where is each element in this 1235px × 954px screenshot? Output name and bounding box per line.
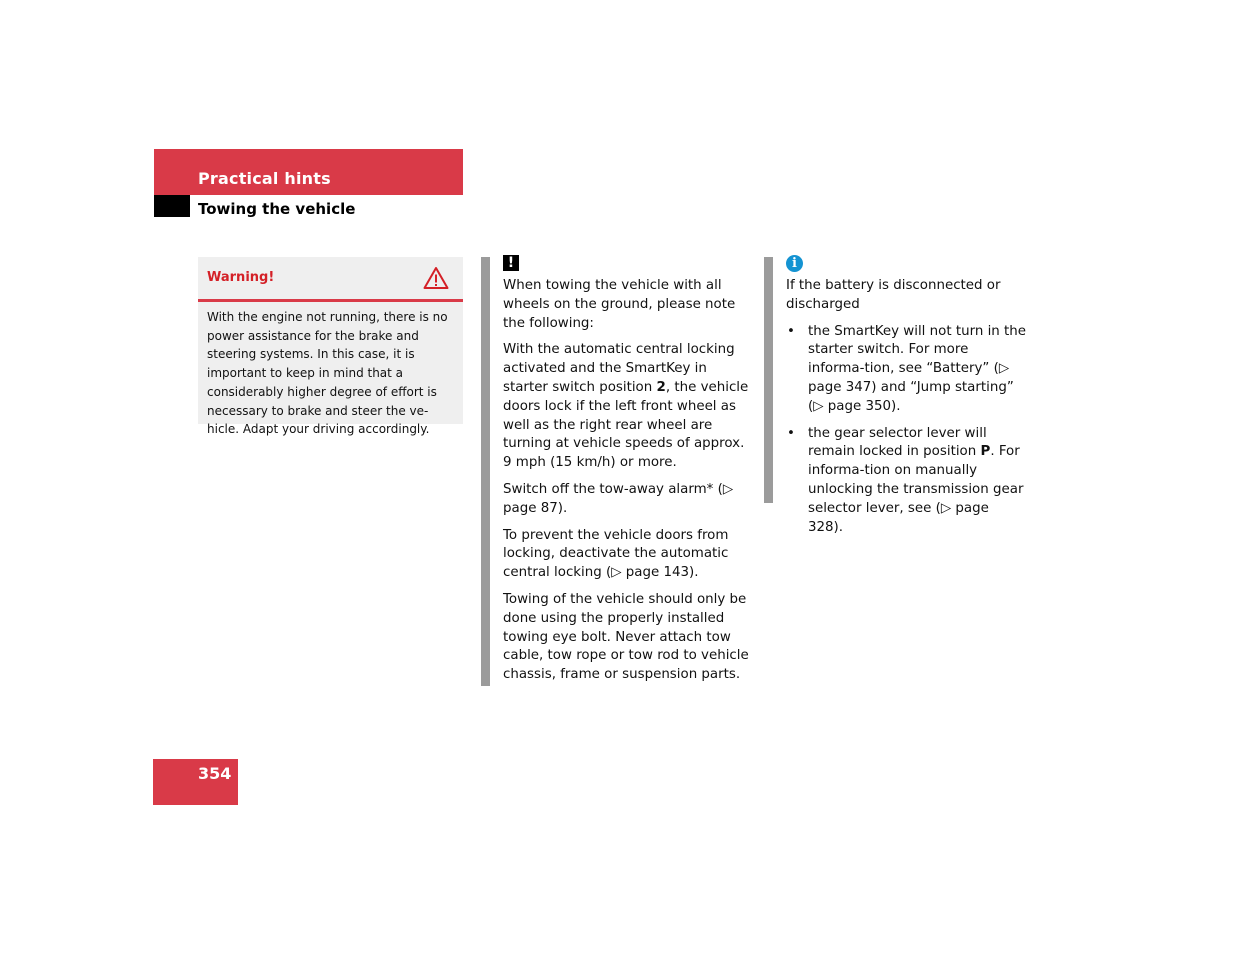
caution-paragraph-locking: With the automatic central locking activated and the SmartKey in starter switch position 2, the vehicle doors lock if the left front wheel as well as the right rear wheel are turning at vehicle speeds of approx. 9 mph (15 km/h) or more.	[503, 342, 749, 471]
warning-box	[198, 257, 463, 437]
section-title: Practical hints	[198, 169, 331, 188]
caution-paragraph: Switch off the tow-away alarm* (▷ page 87).	[503, 481, 734, 516]
caution-column	[503, 255, 749, 693]
info-icon: i	[786, 255, 803, 272]
subsection-title: Towing the vehicle	[198, 200, 356, 218]
warning-text: With the engine not running, there is no power assistance for the brake and steering systems. In this case, it is important to keep in mind that a considerably higher degree of effort is necessary to brake and steer the ve-hicle. Adapt your driving accordingly.	[207, 310, 448, 437]
exclamation-icon: !	[503, 255, 519, 271]
warning-label: Warning!	[207, 270, 275, 285]
info-column	[786, 255, 1026, 545]
caution-paragraph: When towing the vehicle with all wheels on the ground, please note the following:	[503, 278, 736, 331]
list-item: • the gear selector lever will remain locked in position P. For informa-tion on manually unlocking the transmission gear selector lever, see (▷ page 328).	[786, 425, 1026, 538]
page-number: 354	[198, 764, 232, 783]
info-bullet-list	[786, 323, 1026, 538]
warning-triangle-icon	[423, 266, 449, 290]
list-item: • the SmartKey will not turn in the starter switch. For more informa-tion, see “Battery” (▷ page 347) and “Jump starting” (▷ page 350).	[786, 323, 1026, 417]
subsection-marker	[154, 195, 190, 217]
info-column-bar	[764, 257, 773, 503]
caution-paragraph: To prevent the vehicle doors from locking, deactivate the automatic central locking (▷ page 143).	[503, 527, 729, 581]
caution-paragraph: Towing of the vehicle should only be done using the properly installed towing eye bolt. Never attach tow cable, tow rope or tow rod to vehicle chassis, frame or suspension parts.	[503, 591, 749, 683]
info-intro: If the battery is disconnected or discharged	[786, 278, 1001, 312]
warning-header	[198, 257, 463, 302]
caution-column-bar	[481, 257, 490, 686]
